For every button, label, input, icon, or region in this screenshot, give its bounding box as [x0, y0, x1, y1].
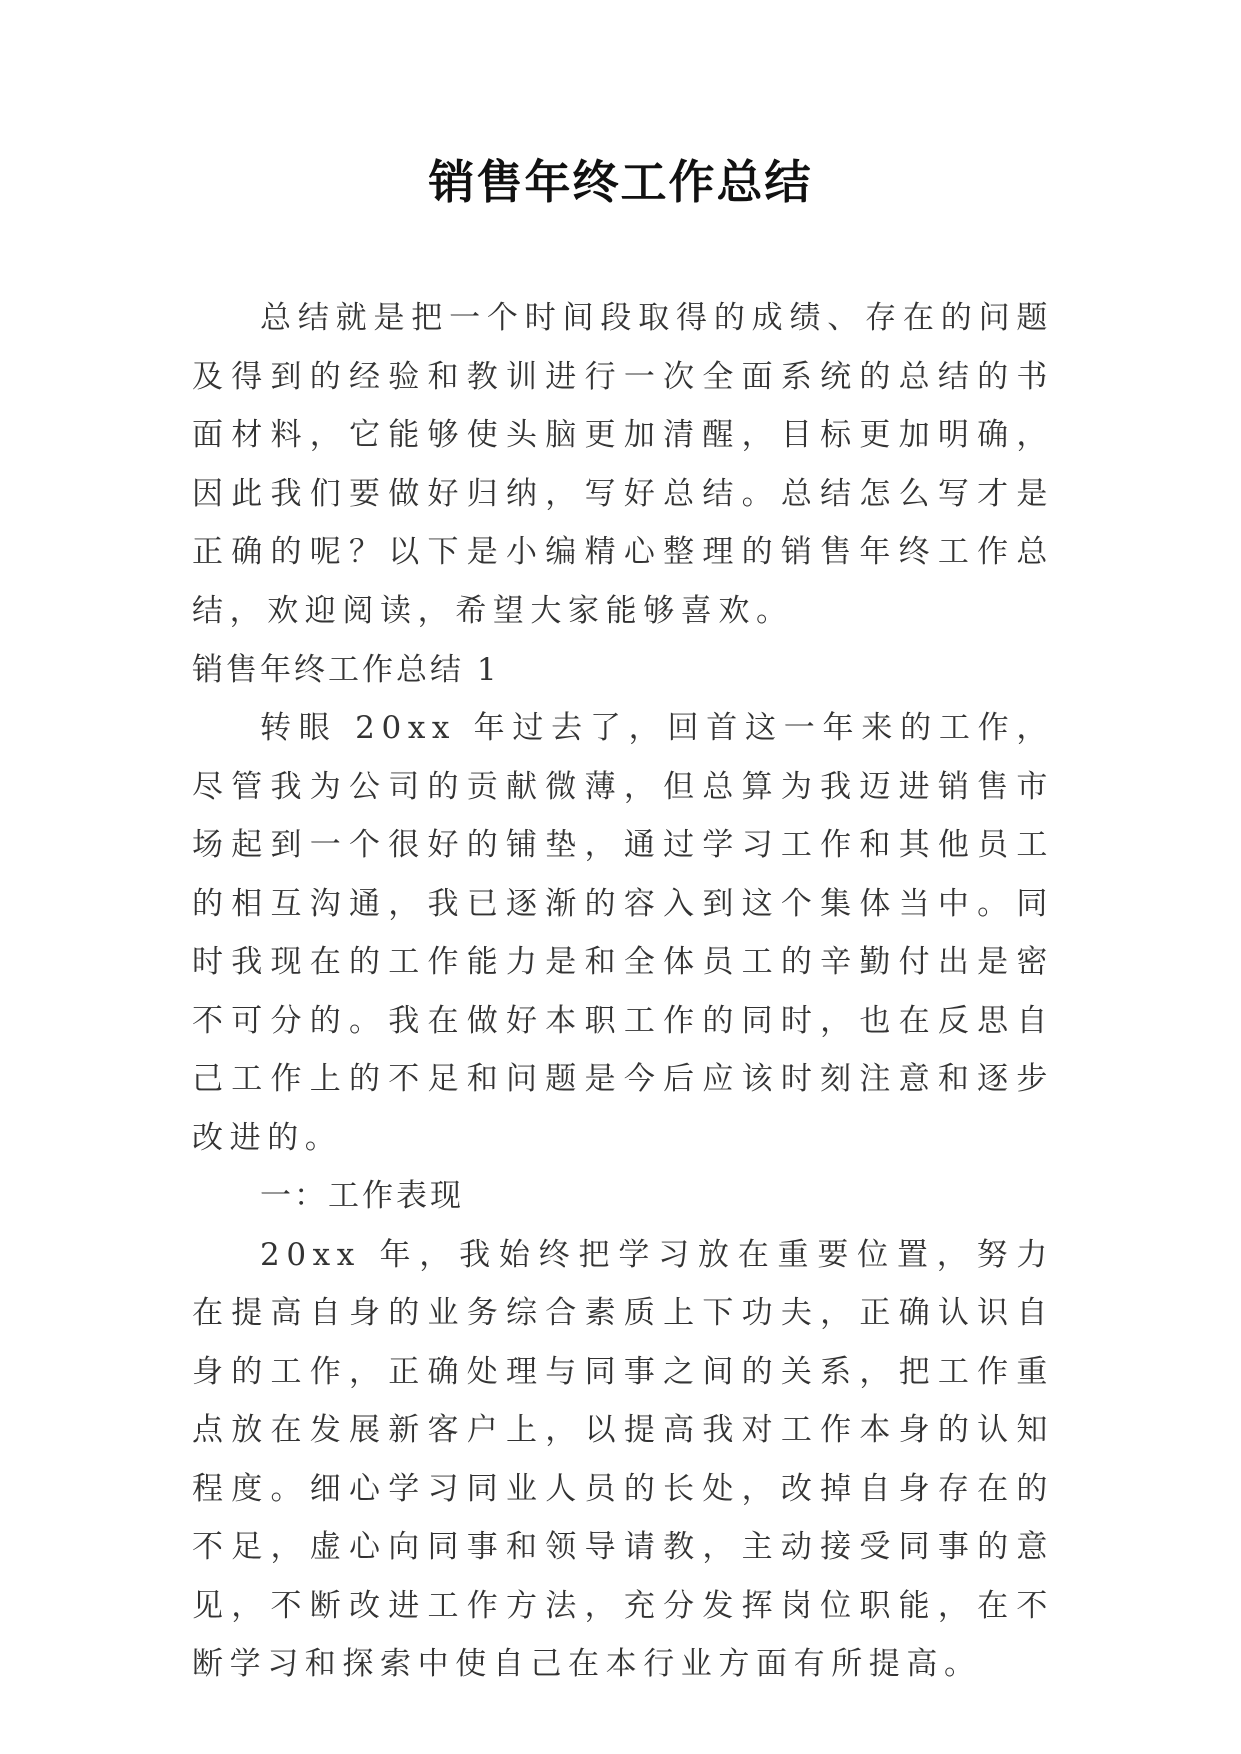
intro-paragraph: 总结就是把一个时间段取得的成绩、存在的问题及得到的经验和教训进行一次全面系统的总结的书面材料，它能够使头脑更加清醒，目标更加明确，因此我们要做好归纳，写好总结。总结怎么写才是正确的呢？以下是小编精心整理的销售年终工作总结，欢迎阅读，希望大家能够喜欢。	[192, 300, 1054, 629]
section-body	[192, 699, 1054, 1694]
intro-section	[192, 289, 1054, 640]
section-paragraph-1: 转眼 20xx 年过去了，回首这一年来的工作，尽管我为公司的贡献微薄，但总算为我迈进销售市场起到一个很好的铺垫，通过学习工作和其他员工的相互沟通，我已逐渐的容入到这个集体当中。同时我现在的工作能力是和全体员工的辛勤付出是密不可分的。我在做好本职工作的同时，也在反思自己工作上的不足和问题是今后应该时刻注意和逐步改进的。	[192, 710, 1054, 1156]
document-title: 销售年终工作总结	[428, 155, 813, 209]
section-title: 销售年终工作总结 1	[192, 652, 500, 688]
subheading-work-performance: 一：工作表现	[260, 1178, 464, 1214]
section-paragraph-2: 20xx 年，我始终把学习放在重要位置，努力在提高自身的业务综合素质上下功夫，正确认识自身的工作，正确处理与同事之间的关系，把工作重点放在发展新客户上，以提高我对工作本身的认知程度。细心学习同业人员的长处，改掉自身存在的不足，虚心向同事和领导请教，主动接受同事的意见，不断改进工作方法，充分发挥岗位职能，在不断学习和探索中使自己在本行业方面有所提高。	[192, 1236, 1054, 1682]
